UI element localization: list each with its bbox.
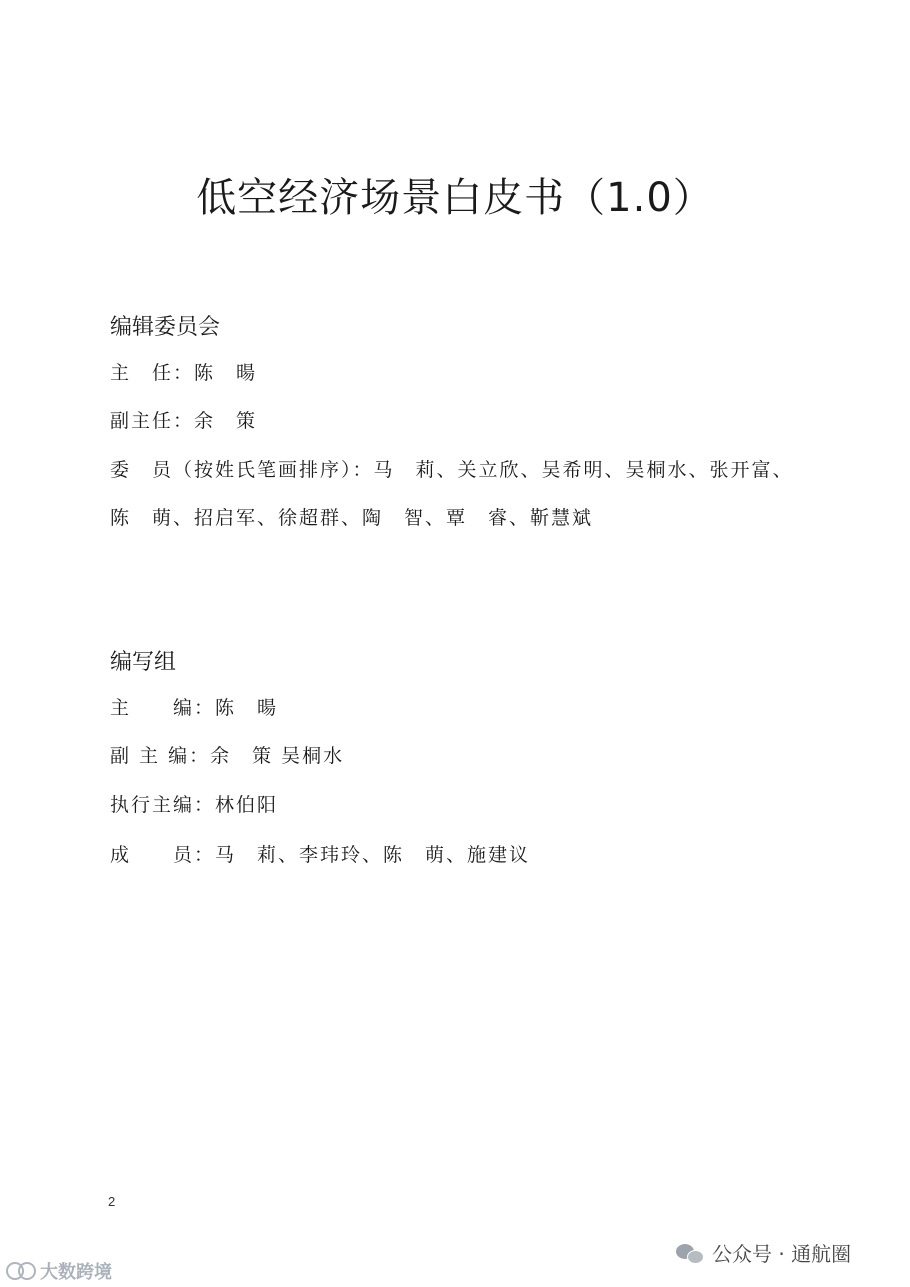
- writing-line-members: 成 员：马 莉、李玮玲、陈 萌、施建议: [110, 844, 531, 866]
- writing-line-executive-editor: 执行主编：林伯阳: [110, 794, 279, 816]
- section-heading-editorial-committee: 编辑委员会: [110, 315, 221, 340]
- committee-line-vice-chair: 副主任：余 策: [110, 410, 258, 432]
- watermark-left-text: 大数跨境: [40, 1262, 112, 1283]
- committee-line-members: 委 员（按姓氏笔画排序）：马 莉、关立欣、吴希明、吴桐水、张开富、: [110, 459, 794, 481]
- page-title: 低空经济场景白皮书（1.0）: [196, 175, 714, 221]
- committee-line-members-cont: 陈 萌、招启军、徐超群、陶 智、覃 睿、靳慧斌: [110, 507, 594, 529]
- watermark-right-text: 公众号 · 通航圈: [712, 1242, 852, 1266]
- wechat-icon: [676, 1242, 704, 1264]
- writing-line-editor: 主 编：陈 暘: [110, 697, 279, 719]
- section-heading-writing-group: 编写组: [110, 650, 177, 675]
- watermark-left: [6, 1258, 112, 1284]
- committee-line-chair: 主 任：陈 暘: [110, 362, 258, 384]
- writing-line-deputy-editor: 副 主 编：余 策 吴桐水: [110, 745, 345, 767]
- page-number: 2: [108, 1194, 116, 1209]
- watermark-right: [676, 1238, 851, 1267]
- link-logo-icon: [6, 1262, 36, 1280]
